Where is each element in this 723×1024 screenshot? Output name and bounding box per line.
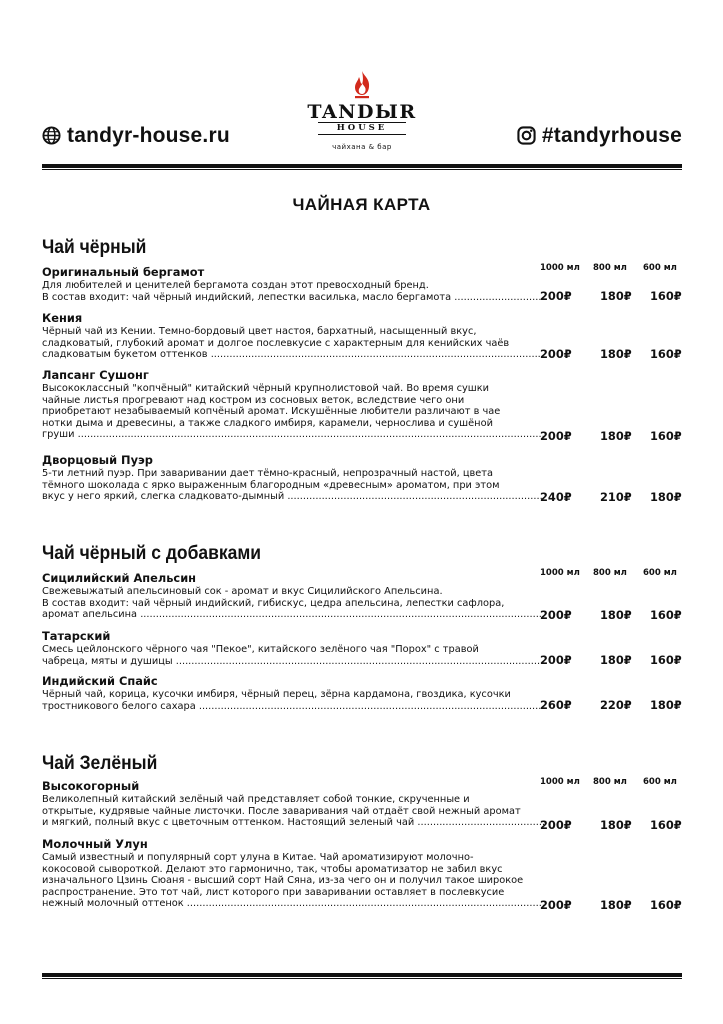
- price-1000: 200₽: [540, 289, 572, 303]
- volume-1000: 1000 мл: [540, 568, 580, 578]
- item-name: Дворцовый Пуэр: [42, 453, 153, 467]
- website-link[interactable]: [42, 124, 230, 148]
- item-name: Оригинальный бергамот: [42, 265, 205, 279]
- item-description: Высококлассный "копчёный" китайский чёрный крупнолистовой чай. Во время сушки чайные листья прогревают над костром из сосновых веток, вследствие чего они приобретают незабываемый копчёный аромат. Искушённые любители различают в чае нотки дыма и древесины, а также сладкого имбиря, карамели, чернослива и сушёной груши .....: [42, 383, 544, 441]
- item-name: Молочный Улун: [42, 837, 148, 851]
- instagram-link[interactable]: [517, 124, 682, 148]
- price-1000: 200₽: [540, 608, 572, 622]
- price-600: 160₽: [650, 818, 682, 832]
- menu-item: [42, 674, 684, 712]
- item-name: Лапсанг Сушонг: [42, 368, 149, 382]
- price-800: 220₽: [600, 698, 632, 712]
- item-prices: [532, 898, 684, 912]
- item-description: Свежевыжатый апельсиновый сок - аромат и вкус Сицилийского Апельсина. В состав входит: чай чёрный индийский, гибискус, цедра апельсина, лепестки сафлора, аромат апельсина .....: [42, 586, 544, 621]
- section-title: Чай Зелёный: [42, 753, 158, 774]
- item-prices: [532, 608, 684, 622]
- section-title: Чай чёрный с добавками: [42, 543, 262, 564]
- flame-icon: [351, 70, 373, 100]
- item-description: Чёрный чай, корица, кусочки имбиря, чёрный перец, зёрна кардамона, гвоздика, кусочки тростникового белого сахара .....: [42, 689, 544, 712]
- price-800: 180₽: [600, 818, 632, 832]
- item-name: Индийский Спайс: [42, 674, 158, 688]
- menu-item: [42, 368, 684, 441]
- price-800: 180₽: [600, 347, 632, 361]
- price-800: 210₽: [600, 490, 632, 504]
- item-description: Смесь цейлонского чёрного чая "Пекое", китайского зелёного чая "Порох" с травой чабреца, мяты и душицы .....: [42, 644, 544, 667]
- price-600: 160₽: [650, 608, 682, 622]
- item-prices: [532, 347, 684, 361]
- volume-800: 800 мл: [593, 777, 627, 787]
- item-prices: [532, 429, 684, 443]
- price-800: 180₽: [600, 429, 632, 443]
- price-600: 160₽: [650, 347, 682, 361]
- price-1000: 240₽: [540, 490, 572, 504]
- item-prices: [532, 289, 684, 303]
- item-name: Кения: [42, 311, 83, 325]
- item-description: Для любителей и ценителей бергамота создан этот превосходный бренд. В состав входит: чай чёрный индийский, лепестки василька, масло бергамота .....: [42, 280, 544, 303]
- volume-600: 600 мл: [643, 263, 677, 273]
- item-description: Самый известный и популярный сорт улуна в Китае. Чай ароматизируют молочно- кокосовой сывороткой. Делают это гармонично, так, чтобы ароматизатор не забил вкус изначального Цзинь Сюаня - высший сорт Най Сяна, из-за чего он и получил такое широкое распространение. Это тот чай, лист которого при заваривании оставляет в послевкусие нежный молочный оттенок .....: [42, 852, 544, 910]
- volume-600: 600 мл: [643, 777, 677, 787]
- menu-item: [42, 629, 684, 667]
- menu-item: [42, 311, 684, 361]
- globe-icon: [42, 126, 61, 145]
- price-1000: 200₽: [540, 347, 572, 361]
- menu-item: [42, 571, 684, 621]
- price-800: 180₽: [600, 608, 632, 622]
- volume-800: 800 мл: [593, 568, 627, 578]
- logo-house: HOUSE: [318, 122, 406, 135]
- logo-subtitle: чайхана & бар: [332, 143, 392, 151]
- price-1000: 260₽: [540, 698, 572, 712]
- price-1000: 200₽: [540, 898, 572, 912]
- menu-item: [42, 453, 684, 503]
- item-name: Высокогорный: [42, 779, 140, 793]
- volume-800: 800 мл: [593, 263, 627, 273]
- price-600: 180₽: [650, 698, 682, 712]
- price-800: 180₽: [600, 898, 632, 912]
- menu-item: [42, 837, 684, 910]
- item-prices: [532, 698, 684, 712]
- item-prices: [532, 653, 684, 667]
- item-name: Сицилийский Апельсин: [42, 571, 197, 585]
- price-800: 180₽: [600, 289, 632, 303]
- instagram-icon: [517, 126, 536, 145]
- price-600: 160₽: [650, 429, 682, 443]
- price-800: 180₽: [600, 653, 632, 667]
- price-1000: 200₽: [540, 429, 572, 443]
- header: [0, 0, 723, 172]
- page-title: ЧАЙНАЯ КАРТА: [292, 195, 431, 214]
- item-description: 5-ти летний пуэр. При заваривании дает тёмно-красный, непрозрачный настой, цвета тёмного шоколада с ярко выраженным благородным «древесным» ароматом, при этом вкус у него яркий, слегка сладковато-дымный .....: [42, 468, 544, 503]
- volume-1000: 1000 мл: [540, 263, 580, 273]
- price-600: 160₽: [650, 289, 682, 303]
- price-1000: 200₽: [540, 818, 572, 832]
- section-title: Чай чёрный: [42, 237, 147, 258]
- price-1000: 200₽: [540, 653, 572, 667]
- bottom-divider: [42, 973, 682, 980]
- instagram-handle: #tandyrhouse: [541, 124, 682, 147]
- price-600: 160₽: [650, 898, 682, 912]
- logo-wordmark: TANDЫR: [307, 101, 417, 123]
- menu-item: [42, 779, 684, 832]
- price-600: 160₽: [650, 653, 682, 667]
- top-divider: [42, 164, 682, 171]
- volume-600: 600 мл: [643, 568, 677, 578]
- website-text: tandyr-house.ru: [67, 124, 230, 147]
- item-name: Татарский: [42, 629, 111, 643]
- logo: [290, 70, 434, 164]
- item-prices: [532, 490, 684, 504]
- item-prices: [532, 818, 684, 832]
- volume-1000: 1000 мл: [540, 777, 580, 787]
- menu-item: [42, 265, 684, 303]
- price-600: 180₽: [650, 490, 682, 504]
- item-description: Чёрный чай из Кении. Темно-бордовый цвет настоя, бархатный, насыщенный вкус, сладковатый, глубокий аромат и долгое послевкусие с характерным для кенийских чаёв сладковатым букетом оттенков .....: [42, 326, 544, 361]
- item-description: Великолепный китайский зелёный чай представляет собой тонкие, скрученные и открытые, кудрявые чайные листочки. После заваривания чай отдаёт свой нежный аромат и мягкий, полный вкус с цветочным оттенком. Настоящий зеленый чай .....: [42, 794, 544, 829]
